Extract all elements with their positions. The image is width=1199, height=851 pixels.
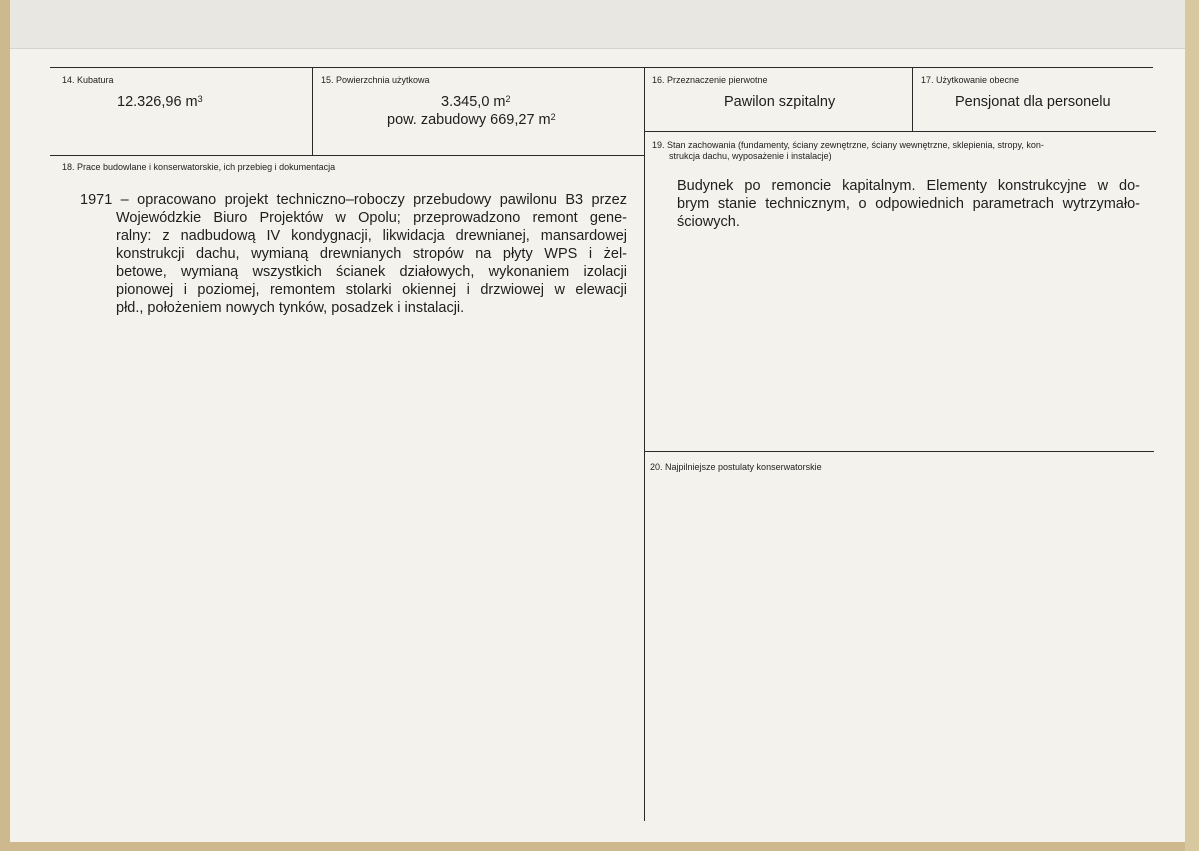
record-card — [10, 0, 1185, 842]
card-top-strip — [10, 0, 1185, 49]
field-18-line: Wojewódzkie Biuro Projektów w Opolu; przeprowadzono remont gene- — [116, 210, 627, 226]
field-18-line: pionowej i poziomej, remontem stolarki okiennej i drzwiowej w elewacji — [116, 282, 627, 298]
field-18-line: betowe, wymianą wszystkich ścianek działowych, wykonaniem izolacji — [116, 264, 627, 280]
grid-line-row1-left — [50, 155, 644, 156]
field-19-label-cont: strukcja dachu, wyposażenie i instalacje) — [669, 151, 832, 161]
card-edge — [1185, 0, 1199, 851]
field-15-built-area-sup: 2 — [550, 112, 556, 122]
field-17-value: Pensjonat dla personelu — [955, 94, 1111, 110]
field-14-unit-sup: 3 — [197, 94, 203, 104]
field-18-line: płd., położeniem nowych tynków, posadzek i instalacji. — [116, 300, 465, 316]
field-19-line: ściowych. — [677, 214, 740, 230]
grid-line-v3 — [912, 67, 913, 131]
field-18-line: ralny: z nadbudową IV kondygnacji, likwidacja drewnianej, mansardowej — [116, 228, 627, 244]
field-14-label: 14. Kubatura — [62, 75, 114, 85]
field-14-value: 12.326,96 $m^3$ — [117, 94, 203, 110]
field-18-line: 1971 – opracowano projekt techniczno–roboczy przebudowy pawilonu B3 przez — [80, 192, 627, 208]
field-18-line: konstrukcji dachu, wymianą drewnianych stropów na płyty WPS i żel- — [116, 246, 627, 262]
field-19-label: 19. Stan zachowania (fundamenty, ściany zewnętrzne, ściany wewnętrzne, sklepienia, stropy, kon- — [652, 140, 1044, 150]
grid-line-v1 — [312, 67, 313, 155]
field-18-label: 18. Prace budowlane i konserwatorskie, ich przebieg i dokumentacja — [62, 162, 336, 172]
field-19-line: brym stanie technicznym, o odpowiednich parametrach wytrzymało- — [677, 196, 1140, 212]
field-17-label: 17. Użytkowanie obecne — [921, 75, 1020, 85]
grid-line-top — [50, 67, 1153, 68]
field-15-value: 3.345,0 $m^2$ — [441, 94, 511, 110]
grid-line-row1-right — [644, 131, 1156, 132]
grid-line-v-main — [644, 67, 645, 821]
field-19-line: Budynek po remoncie kapitalnym. Elementy konstrukcyjne w do- — [677, 178, 1140, 194]
field-15-built-area: pow. zabudowy 669,27 $m^2$ — [387, 112, 556, 128]
field-16-label: 16. Przeznaczenie pierwotne — [652, 75, 768, 85]
field-20-label: 20. Najpilniejsze postulaty konserwatorskie — [650, 462, 822, 472]
grid-line-f20 — [644, 451, 1154, 452]
field-15-label: 15. Powierzchnia użytkowa — [321, 75, 430, 85]
field-15-value-sup: 2 — [505, 94, 511, 104]
field-16-value: Pawilon szpitalny — [724, 94, 836, 110]
